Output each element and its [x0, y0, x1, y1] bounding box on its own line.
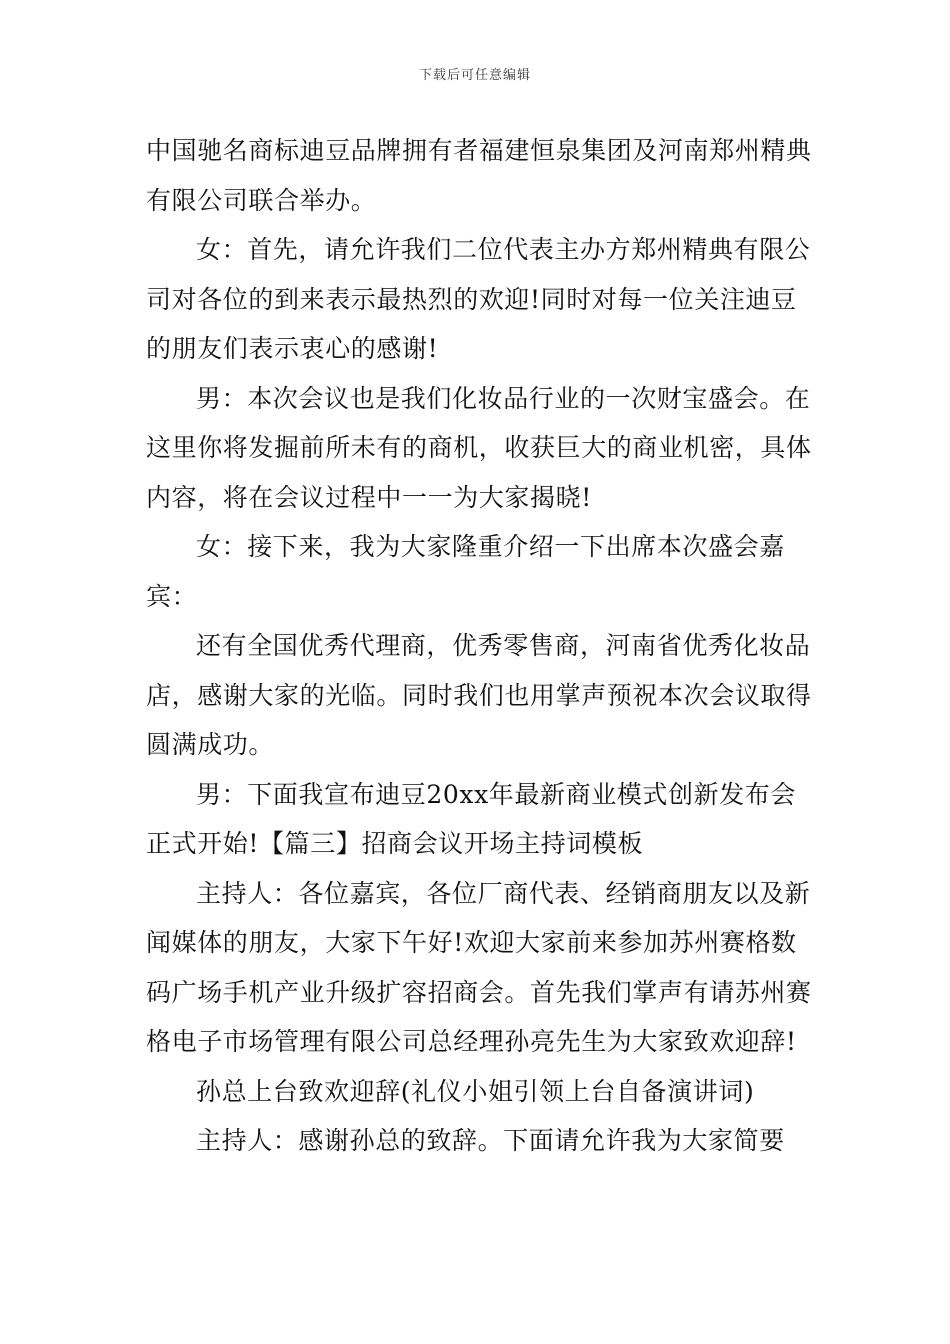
paragraph-thanks: 还有全国优秀代理商，优秀零售商，河南省优秀化妆品店，感谢大家的光临。同时我们也用掌声预祝本次会议取得圆满成功。	[146, 631, 812, 759]
paragraph-male-opening: 男：下面我宣布迪豆20xx年最新商业模式创新发布会正式开始!【篇三】招商会议开场主持词模板	[146, 779, 797, 858]
paragraph-host-continue: 主持人：感谢孙总的致辞。下面请允许我为大家简要	[196, 1126, 785, 1155]
paragraph-female-welcome: 女：首先，请允许我们二位代表主办方郑州精典有限公司对各位的到来表示最热烈的欢迎!同时对每一位关注迪豆的朋友们表示衷心的感谢!	[146, 235, 811, 363]
paragraph-continuation: 中国驰名商标迪豆品牌拥有者福建恒泉集团及河南郑州精典有限公司联合举办。	[146, 136, 812, 215]
paragraph-stage-note: 孙总上台致欢迎辞(礼仪小姐引领上台自备演讲词)	[196, 1076, 755, 1106]
paragraph-host-greeting: 主持人：各位嘉宾，各位厂商代表、经销商朋友以及新闻媒体的朋友，大家下午好!欢迎大家前来参加苏州赛格数码广场手机产业升级扩容招商会。首先我们掌声有请苏州赛格电子市场管理有限公司总经理孙亮先生为大家致欢迎辞!	[146, 878, 812, 1056]
paragraph-male-event: 男：本次会议也是我们化妆品行业的一次财宝盛会。在这里你将发掘前所未有的商机，收获巨大的商业机密，具体内容，将在会议过程中一一为大家揭晓!	[146, 383, 812, 512]
document-body	[146, 126, 812, 1166]
paragraph-female-guests: 女：接下来，我为大家隆重介绍一下出席本次盛会嘉宾：	[146, 532, 785, 611]
page-header: 下载后可任意编辑	[418, 68, 531, 83]
